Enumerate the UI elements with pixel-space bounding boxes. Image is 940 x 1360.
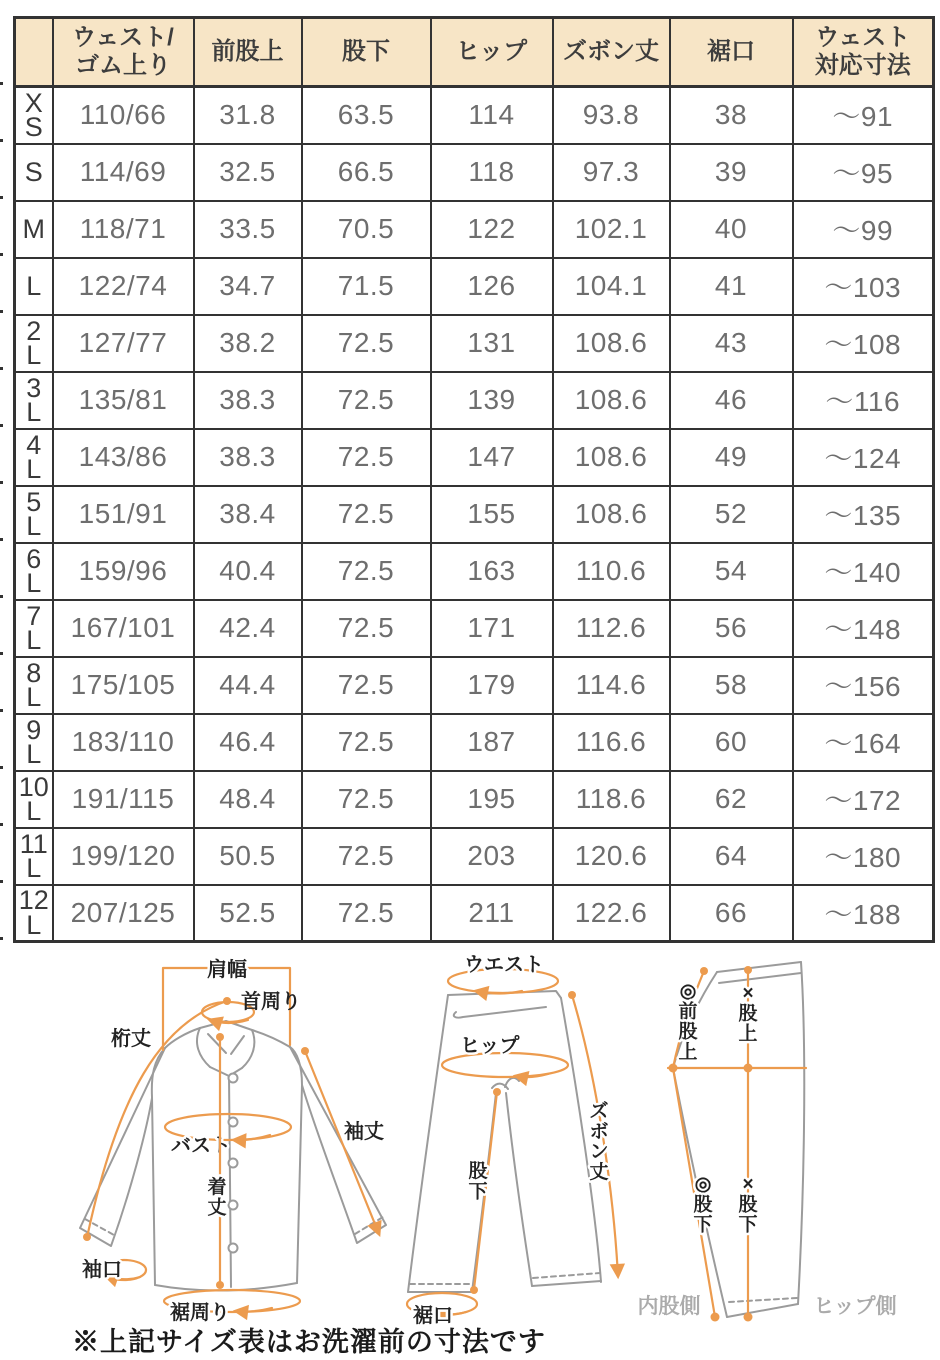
size-label: M <box>15 201 53 258</box>
size-value-cell: 175/105 <box>53 657 194 714</box>
size-value-cell: 108.6 <box>553 486 670 543</box>
size-value-cell: 38.3 <box>194 372 302 429</box>
size-value-cell: 118.6 <box>553 771 670 828</box>
sleeve-opening-label: 袖口 <box>82 1259 122 1281</box>
size-row <box>15 657 934 714</box>
size-value-cell: 38.2 <box>194 315 302 372</box>
left-edge-tick-marks <box>0 82 3 940</box>
size-value-cell: 207/125 <box>53 885 194 942</box>
size-value-cell: 191/115 <box>53 771 194 828</box>
size-value-cell: ～99 <box>793 201 934 258</box>
size-row <box>15 201 934 258</box>
size-row <box>15 429 934 486</box>
size-value-cell: ～116 <box>793 372 934 429</box>
size-value-cell: ～148 <box>793 600 934 657</box>
size-label: 9 L <box>15 714 53 771</box>
size-value-cell: 40 <box>670 201 793 258</box>
yuki-length-label: 桁丈 <box>111 1028 151 1050</box>
size-value-cell: 48.4 <box>194 771 302 828</box>
size-value-cell: 31.8 <box>194 87 302 144</box>
neck-around-label: 首周り <box>241 991 301 1013</box>
size-value-cell: ～135 <box>793 486 934 543</box>
size-value-cell: 72.5 <box>302 600 431 657</box>
size-value-cell: 147 <box>431 429 553 486</box>
pants-waist-label: ウエスト <box>464 954 544 976</box>
size-row <box>15 144 934 201</box>
size-value-cell: 72.5 <box>302 771 431 828</box>
size-value-cell: 38 <box>670 87 793 144</box>
column-header: ヒップ <box>431 18 553 87</box>
size-value-cell: 131 <box>431 315 553 372</box>
size-value-cell: 122.6 <box>553 885 670 942</box>
bust-label: バスト <box>171 1135 231 1157</box>
size-value-cell: 66.5 <box>302 144 431 201</box>
column-header: ウェスト 対応寸法 <box>793 18 934 87</box>
size-value-cell: 195 <box>431 771 553 828</box>
size-value-cell: 72.5 <box>302 657 431 714</box>
pants-length-label: ズボン丈 <box>589 1101 609 1183</box>
size-value-cell: 39 <box>670 144 793 201</box>
pre-wash-note: ※上記サイズ表はお洗濯前の寸法です <box>72 1327 546 1357</box>
size-value-cell: 50.5 <box>194 828 302 885</box>
size-row <box>15 258 934 315</box>
size-value-cell: 72.5 <box>302 885 431 942</box>
size-value-cell: 112.6 <box>553 600 670 657</box>
size-value-cell: 163 <box>431 543 553 600</box>
size-value-cell: 32.5 <box>194 144 302 201</box>
size-value-cell: 72.5 <box>302 315 431 372</box>
size-label: 4 L <box>15 429 53 486</box>
size-value-cell: 102.1 <box>553 201 670 258</box>
size-value-cell: 38.4 <box>194 486 302 543</box>
size-row <box>15 87 934 144</box>
size-label: L <box>15 258 53 315</box>
size-value-cell: ～180 <box>793 828 934 885</box>
rise-label: ×股上 <box>738 983 758 1045</box>
pants-hem-opening-label: 裾口 <box>413 1305 453 1327</box>
size-value-cell: ～156 <box>793 657 934 714</box>
size-value-cell: 122 <box>431 201 553 258</box>
size-value-cell: 114/69 <box>53 144 194 201</box>
size-label: 2 L <box>15 315 53 372</box>
size-label: 5 L <box>15 486 53 543</box>
size-value-cell: 118 <box>431 144 553 201</box>
size-value-cell: 72.5 <box>302 828 431 885</box>
size-label: 11 L <box>15 828 53 885</box>
size-label: 3 L <box>15 372 53 429</box>
size-value-cell: ～124 <box>793 429 934 486</box>
sleeve-length-label: 袖丈 <box>344 1121 384 1143</box>
size-value-cell: 118/71 <box>53 201 194 258</box>
size-value-cell: 159/96 <box>53 543 194 600</box>
size-value-cell: 104.1 <box>553 258 670 315</box>
hem-around-label: 裾周り <box>170 1302 230 1324</box>
size-label: 8 L <box>15 657 53 714</box>
size-value-cell: 179 <box>431 657 553 714</box>
shoulder-width-label: 肩幅 <box>207 959 247 981</box>
size-value-cell: 108.6 <box>553 429 670 486</box>
size-table-body <box>15 87 934 942</box>
column-header: 前股上 <box>194 18 302 87</box>
size-row <box>15 600 934 657</box>
size-value-cell: 108.6 <box>553 315 670 372</box>
size-value-cell: 72.5 <box>302 486 431 543</box>
size-value-cell: 62 <box>670 771 793 828</box>
size-value-cell: ～140 <box>793 543 934 600</box>
size-row <box>15 828 934 885</box>
size-value-cell: 71.5 <box>302 258 431 315</box>
inseam-back-label: ×股下 <box>738 1174 758 1236</box>
size-value-cell: 33.5 <box>194 201 302 258</box>
size-value-cell: 54 <box>670 543 793 600</box>
size-value-cell: 110.6 <box>553 543 670 600</box>
size-row <box>15 771 934 828</box>
column-header: 裾口 <box>670 18 793 87</box>
size-value-cell: 183/110 <box>53 714 194 771</box>
size-value-cell: ～103 <box>793 258 934 315</box>
measurement-diagrams <box>0 935 940 1360</box>
size-label: 6 L <box>15 543 53 600</box>
size-value-cell: 155 <box>431 486 553 543</box>
size-value-cell: 49 <box>670 429 793 486</box>
size-value-cell: 64 <box>670 828 793 885</box>
size-row <box>15 885 934 942</box>
size-value-cell: 42.4 <box>194 600 302 657</box>
size-value-cell: 43 <box>670 315 793 372</box>
pants-size-table <box>13 16 935 943</box>
size-label: 7 L <box>15 600 53 657</box>
size-label: 10 L <box>15 771 53 828</box>
size-value-cell: ～108 <box>793 315 934 372</box>
pants-inseam-label: 股下 <box>468 1161 488 1203</box>
size-value-cell: 93.8 <box>553 87 670 144</box>
size-value-cell: 72.5 <box>302 429 431 486</box>
pants-front-diagram <box>407 954 618 1327</box>
size-value-cell: 151/91 <box>53 486 194 543</box>
size-row <box>15 315 934 372</box>
column-header: 股下 <box>302 18 431 87</box>
size-value-cell: 126 <box>431 258 553 315</box>
size-value-cell: 171 <box>431 600 553 657</box>
size-row <box>15 543 934 600</box>
size-value-cell: 199/120 <box>53 828 194 885</box>
size-label: S <box>15 144 53 201</box>
size-value-cell: 114.6 <box>553 657 670 714</box>
size-value-cell: 72.5 <box>302 372 431 429</box>
size-value-cell: 40.4 <box>194 543 302 600</box>
size-value-cell: 127/77 <box>53 315 194 372</box>
size-value-cell: 70.5 <box>302 201 431 258</box>
size-value-cell: 187 <box>431 714 553 771</box>
size-row <box>15 372 934 429</box>
size-value-cell: 139 <box>431 372 553 429</box>
size-value-cell: 46.4 <box>194 714 302 771</box>
column-header <box>15 18 53 87</box>
size-value-cell: 63.5 <box>302 87 431 144</box>
pants-pattern-diagram <box>638 962 897 1322</box>
size-row <box>15 486 934 543</box>
pants-hip-label: ヒップ <box>460 1035 520 1057</box>
size-value-cell: 97.3 <box>553 144 670 201</box>
size-value-cell: 143/86 <box>53 429 194 486</box>
body-length-label: 着丈 <box>207 1177 227 1219</box>
size-value-cell: 110/66 <box>53 87 194 144</box>
size-value-cell: ～91 <box>793 87 934 144</box>
size-value-cell: 46 <box>670 372 793 429</box>
size-value-cell: 66 <box>670 885 793 942</box>
size-value-cell: 60 <box>670 714 793 771</box>
size-value-cell: 203 <box>431 828 553 885</box>
column-header: ズボン丈 <box>553 18 670 87</box>
size-value-cell: 52.5 <box>194 885 302 942</box>
size-value-cell: 108.6 <box>553 372 670 429</box>
size-value-cell: ～172 <box>793 771 934 828</box>
column-header: ウェスト/ ゴム上り <box>53 18 194 87</box>
hip-side-label: ヒップ側 <box>813 1295 897 1318</box>
size-value-cell: 135/81 <box>53 372 194 429</box>
pajama-top-diagram <box>80 957 386 1324</box>
size-value-cell: 72.5 <box>302 543 431 600</box>
inseam-front-label: ◎股下 <box>693 1174 713 1236</box>
size-value-cell: 56 <box>670 600 793 657</box>
size-table-header <box>15 18 934 87</box>
size-value-cell: 114 <box>431 87 553 144</box>
front-rise-label: ◎前股上 <box>678 981 698 1063</box>
size-label: X S <box>15 87 53 144</box>
size-value-cell: 38.3 <box>194 429 302 486</box>
header-row <box>15 18 934 87</box>
size-value-cell: 58 <box>670 657 793 714</box>
size-value-cell: 122/74 <box>53 258 194 315</box>
size-value-cell: 52 <box>670 486 793 543</box>
size-label: 12 L <box>15 885 53 942</box>
size-value-cell: 116.6 <box>553 714 670 771</box>
size-value-cell: 44.4 <box>194 657 302 714</box>
size-value-cell: 120.6 <box>553 828 670 885</box>
size-value-cell: ～164 <box>793 714 934 771</box>
size-row <box>15 714 934 771</box>
size-value-cell: 211 <box>431 885 553 942</box>
size-value-cell: ～95 <box>793 144 934 201</box>
size-value-cell: 167/101 <box>53 600 194 657</box>
size-value-cell: 41 <box>670 258 793 315</box>
inner-thigh-side-label: 内股側 <box>637 1295 701 1318</box>
size-value-cell: 34.7 <box>194 258 302 315</box>
size-value-cell: ～188 <box>793 885 934 942</box>
size-value-cell: 72.5 <box>302 714 431 771</box>
